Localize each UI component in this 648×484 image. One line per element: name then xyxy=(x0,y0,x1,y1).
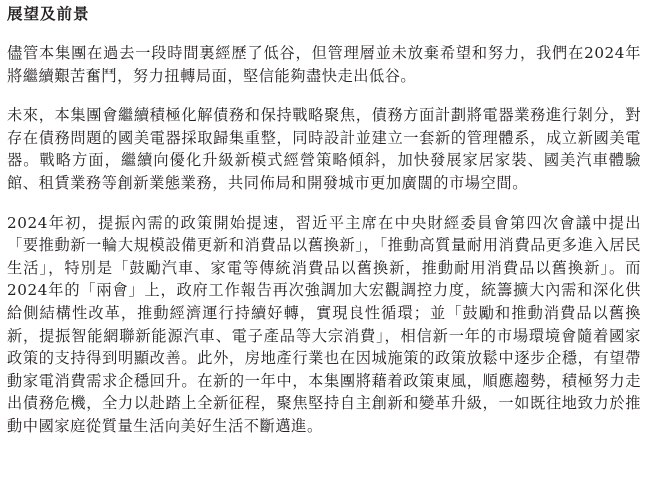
paragraph-outlook-intro: 儘管本集團在過去一段時間裏經歷了低谷，但管理層並未放棄希望和努力，我們在2024年將繼續艱苦奮鬥，努力扭轉局面，堅信能夠盡快走出低谷。 xyxy=(7,44,641,85)
section-title: 展望及前景 xyxy=(7,5,90,23)
paragraph-policy-outlook: 2024年初，提振內需的政策開始提速，習近平主席在中央財經委員會第四次會議中提出「要推動新一輪大規模設備更新和消費品以舊換新」，「推動高質量耐用消費品更多進入居民生活」，特別是「鼓勵汽車、家電等傳統消費品以舊換新，推動耐用消費品以舊換新」。而2024年的「兩會」上，政府工作報告再次強調加大宏觀調控力度，統籌擴大內需和深化供給側結構性改革，推動經濟運行持續好轉，實現良性循環；並「鼓勵和推動消費品以舊換新，提振智能網聯新能源汽車、電子產品等大宗消費」，相信新一年的市場環境會隨着國家政策的支持得到明顯改善。此外，房地產行業也在因城施策的政策放鬆中逐步企穩，有望帶動家電消費需求企穩回升。在新的一年中，本集團將藉着政策東風，順應趨勢，積極努力走出債務危機，全力以赴踏上全新征程，聚焦堅持自主創新和變革升級，一如既往地致力於推動中國家庭從質量生活向美好生活不斷邁進。 xyxy=(7,213,641,435)
document-page xyxy=(7,3,641,455)
paragraph-future-strategy: 未來，本集團會繼續積極化解債務和保持戰略聚焦，債務方面計劃將電器業務進行剝分，對存在債務問題的國美電器採取歸集重整，同時設計並建立一套新的管理體系，成立新國美電器。戰略方面，繼續向優化升級新模式經營策略傾斜，加快發展家居家裝、國美汽車體驗館、租賃業務等創新業態業務，共同佈局和開發城市更加廣闊的市場空間。 xyxy=(7,106,641,192)
